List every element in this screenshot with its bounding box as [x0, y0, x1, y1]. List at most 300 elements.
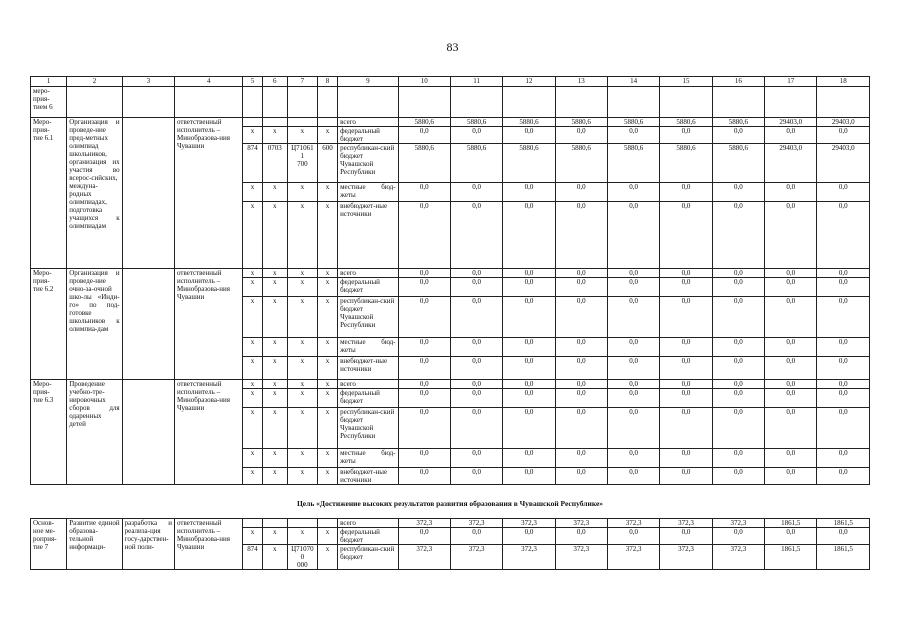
amount-cell: 0,0 — [817, 127, 870, 144]
amount-cell: 372,3 — [450, 545, 502, 570]
amount-cell: 0,0 — [555, 183, 607, 202]
code-vr: x — [317, 183, 337, 202]
code-vr: x — [317, 202, 337, 269]
column-header: 7 — [287, 77, 317, 87]
code-vr: x — [317, 468, 337, 485]
code-csr: x — [287, 297, 317, 338]
amount-cell: 0,0 — [555, 297, 607, 338]
code-gr: x — [243, 338, 262, 357]
code-vr: x — [317, 545, 337, 570]
code-rz: x — [262, 278, 287, 297]
measure-code: меро- прия- тием 6 — [31, 87, 67, 118]
amount-cell: 0,0 — [503, 468, 555, 485]
funding-source: федеральный бюджет — [338, 389, 398, 408]
amount-cell: 5880,6 — [503, 144, 555, 183]
amount-cell: 0,0 — [607, 380, 659, 389]
amount-cell: 0,0 — [555, 528, 607, 545]
code-rz: x — [262, 269, 287, 278]
amount-cell: 0,0 — [607, 202, 659, 269]
funding-source: внебюджет-ные источники — [338, 468, 398, 485]
column-header: 18 — [817, 77, 870, 87]
code-csr: x — [287, 449, 317, 468]
amount-cell: 372,3 — [712, 545, 764, 570]
amount-cell: 0,0 — [712, 127, 764, 144]
code-vr: 600 — [317, 144, 337, 183]
amount-cell: 0,0 — [555, 202, 607, 269]
amount-cell: 0,0 — [450, 202, 502, 269]
amount-cell: 0,0 — [660, 528, 712, 545]
amount-cell: 0,0 — [712, 338, 764, 357]
amount-cell: 0,0 — [660, 389, 712, 408]
amount-cell: 0,0 — [712, 408, 764, 449]
code-gr: x — [243, 278, 262, 297]
amount-cell: 29403,0 — [817, 144, 870, 183]
column-header: 15 — [660, 77, 712, 87]
amount-cell: 0,0 — [503, 449, 555, 468]
amount-cell: 5880,6 — [555, 144, 607, 183]
amount-cell: 0,0 — [712, 269, 764, 278]
column-header: 6 — [262, 77, 287, 87]
code-gr: x — [243, 127, 262, 144]
empty-cell — [287, 87, 317, 118]
code-rz: x — [262, 183, 287, 202]
code-rz: x — [262, 127, 287, 144]
code-rz: x — [262, 528, 287, 545]
amount-cell: 0,0 — [450, 357, 502, 380]
amount-cell: 0,0 — [503, 380, 555, 389]
column-header: 8 — [317, 77, 337, 87]
empty-cell — [765, 87, 817, 118]
table-row — [31, 519, 870, 528]
amount-cell: 0,0 — [607, 528, 659, 545]
amount-cell: 1861,5 — [817, 519, 870, 528]
code-rz: x — [262, 408, 287, 449]
funding-source: республикан-ский бюджет Чувашской Республики — [338, 144, 398, 183]
amount-cell: 0,0 — [660, 449, 712, 468]
funding-source: местные бюд-жеты — [338, 338, 398, 357]
measure-name: Организация и проведе-ние очно-за-очной шко-лы «Инди-го» по под-готовке школьников к олимпиа-дам — [67, 269, 122, 380]
code-csr — [287, 118, 317, 127]
column-header: 4 — [175, 77, 243, 87]
amount-cell: 372,3 — [450, 519, 502, 528]
code-vr: x — [317, 297, 337, 338]
measure-code: Меро- прия- тие 6.3 — [31, 380, 67, 485]
amount-cell: 0,0 — [817, 449, 870, 468]
empty-cell — [398, 87, 450, 118]
amount-cell: 0,0 — [712, 357, 764, 380]
amount-cell: 0,0 — [450, 528, 502, 545]
code-gr: x — [243, 408, 262, 449]
amount-cell: 0,0 — [817, 389, 870, 408]
amount-cell: 0,0 — [503, 357, 555, 380]
measure-name: Организация и проведе-ние пред-метных олимпиад школьников, организация их участия во всерос-сийских, междуна-родных олимпиадах, подготовка учащихся к олимпиадам — [67, 118, 122, 269]
amount-cell: 0,0 — [555, 357, 607, 380]
amount-cell: 0,0 — [765, 183, 817, 202]
code-csr — [287, 519, 317, 528]
amount-cell: 0,0 — [503, 528, 555, 545]
amount-cell: 0,0 — [450, 278, 502, 297]
amount-cell: 0,0 — [450, 380, 502, 389]
measure-col3 — [122, 118, 174, 269]
empty-cell — [817, 87, 870, 118]
amount-cell: 0,0 — [607, 297, 659, 338]
amount-cell: 0,0 — [398, 183, 450, 202]
amount-cell: 5880,6 — [398, 144, 450, 183]
amount-cell: 0,0 — [765, 389, 817, 408]
table-row — [31, 380, 870, 389]
amount-cell: 0,0 — [555, 127, 607, 144]
funding-source: местные бюд-жеты — [338, 183, 398, 202]
amount-cell: 372,3 — [607, 519, 659, 528]
column-header: 3 — [122, 77, 174, 87]
executor: ответственный исполнитель – Минобразова-ния Чувашии — [175, 380, 243, 485]
header-row — [31, 77, 870, 87]
code-rz: x — [262, 545, 287, 570]
amount-cell: 0,0 — [765, 338, 817, 357]
amount-cell: 0,0 — [555, 468, 607, 485]
amount-cell: 372,3 — [660, 545, 712, 570]
code-csr: x — [287, 183, 317, 202]
amount-cell: 29403,0 — [817, 118, 870, 127]
executor: ответственный исполнитель – Минобразова-ния Чувашии — [175, 519, 243, 570]
amount-cell: 0,0 — [712, 297, 764, 338]
code-vr: x — [317, 408, 337, 449]
funding-source: республикан-ский бюджет Чувашской Республики — [338, 297, 398, 338]
code-csr: x — [287, 389, 317, 408]
funding-source: федеральный бюджет — [338, 528, 398, 545]
amount-cell: 0,0 — [398, 278, 450, 297]
amount-cell: 0,0 — [503, 297, 555, 338]
measure-code: Основ-ное ме-роприя-тие 7 — [31, 519, 67, 570]
amount-cell: 0,0 — [607, 449, 659, 468]
amount-cell: 0,0 — [398, 297, 450, 338]
code-gr — [243, 519, 262, 528]
amount-cell: 0,0 — [765, 449, 817, 468]
funding-source: всего — [338, 519, 398, 528]
amount-cell: 29403,0 — [765, 144, 817, 183]
amount-cell: 5880,6 — [450, 118, 502, 127]
amount-cell: 5880,6 — [712, 118, 764, 127]
column-header: 17 — [765, 77, 817, 87]
amount-cell: 0,0 — [765, 278, 817, 297]
amount-cell: 0,0 — [712, 468, 764, 485]
amount-cell: 0,0 — [398, 127, 450, 144]
amount-cell: 0,0 — [817, 278, 870, 297]
funding-source: федеральный бюджет — [338, 127, 398, 144]
amount-cell: 0,0 — [817, 202, 870, 269]
amount-cell: 0,0 — [398, 408, 450, 449]
code-rz: x — [262, 202, 287, 269]
empty-cell — [607, 87, 659, 118]
amount-cell: 29403,0 — [765, 118, 817, 127]
code-vr: x — [317, 528, 337, 545]
amount-cell: 0,0 — [817, 297, 870, 338]
empty-cell — [243, 87, 262, 118]
amount-cell: 0,0 — [607, 338, 659, 357]
amount-cell: 0,0 — [450, 338, 502, 357]
column-header: 11 — [450, 77, 502, 87]
amount-cell: 0,0 — [398, 202, 450, 269]
code-rz — [262, 519, 287, 528]
amount-cell: 0,0 — [765, 380, 817, 389]
amount-cell: 0,0 — [503, 338, 555, 357]
amount-cell: 5880,6 — [450, 144, 502, 183]
code-vr: x — [317, 278, 337, 297]
code-rz: x — [262, 297, 287, 338]
funding-source: местные бюд-жеты — [338, 449, 398, 468]
amount-cell: 372,3 — [607, 545, 659, 570]
code-gr: x — [243, 468, 262, 485]
code-csr: x — [287, 278, 317, 297]
amount-cell: 0,0 — [660, 202, 712, 269]
amount-cell: 0,0 — [607, 127, 659, 144]
amount-cell: 0,0 — [555, 278, 607, 297]
measure-name: Проведение учебно-тре-нировочных сборов для одаренных детей — [67, 380, 122, 485]
amount-cell: 0,0 — [398, 269, 450, 278]
measure-col3 — [122, 269, 174, 380]
code-csr: x — [287, 468, 317, 485]
amount-cell: 0,0 — [765, 357, 817, 380]
continuation-row — [31, 87, 870, 118]
code-vr: x — [317, 380, 337, 389]
code-csr: x — [287, 269, 317, 278]
amount-cell: 0,0 — [450, 183, 502, 202]
code-gr: x — [243, 183, 262, 202]
code-vr: x — [317, 357, 337, 380]
amount-cell: 0,0 — [660, 278, 712, 297]
code-gr: x — [243, 357, 262, 380]
empty-cell — [503, 87, 555, 118]
amount-cell: 5880,6 — [555, 118, 607, 127]
amount-cell: 0,0 — [555, 389, 607, 408]
amount-cell: 0,0 — [398, 380, 450, 389]
amount-cell: 0,0 — [450, 389, 502, 408]
empty-cell — [67, 87, 122, 118]
amount-cell: 372,3 — [660, 519, 712, 528]
amount-cell: 5880,6 — [607, 144, 659, 183]
amount-cell: 0,0 — [817, 380, 870, 389]
amount-cell: 0,0 — [607, 357, 659, 380]
table-row — [31, 269, 870, 278]
amount-cell: 5880,6 — [503, 118, 555, 127]
amount-cell: 0,0 — [712, 528, 764, 545]
empty-cell — [450, 87, 502, 118]
column-header: 2 — [67, 77, 122, 87]
code-gr: x — [243, 380, 262, 389]
funding-source: внебюджет-ные источники — [338, 202, 398, 269]
amount-cell: 5880,6 — [660, 144, 712, 183]
code-rz: x — [262, 357, 287, 380]
code-csr: Ц710700 000 — [287, 545, 317, 570]
amount-cell: 0,0 — [398, 528, 450, 545]
amount-cell: 0,0 — [503, 127, 555, 144]
amount-cell: 0,0 — [765, 127, 817, 144]
amount-cell: 0,0 — [765, 269, 817, 278]
amount-cell: 0,0 — [712, 278, 764, 297]
funding-source: республикан-ский бюджет Чувашской Республики — [338, 408, 398, 449]
column-header: 9 — [338, 77, 398, 87]
code-vr: x — [317, 338, 337, 357]
amount-cell: 0,0 — [660, 468, 712, 485]
code-csr: x — [287, 528, 317, 545]
amount-cell: 0,0 — [607, 389, 659, 408]
funding-source: всего — [338, 269, 398, 278]
amount-cell: 0,0 — [817, 468, 870, 485]
code-vr: x — [317, 449, 337, 468]
amount-cell: 0,0 — [765, 468, 817, 485]
amount-cell: 0,0 — [555, 338, 607, 357]
amount-cell: 372,3 — [555, 519, 607, 528]
amount-cell: 0,0 — [607, 408, 659, 449]
amount-cell: 372,3 — [712, 519, 764, 528]
empty-cell — [262, 87, 287, 118]
amount-cell: 0,0 — [450, 269, 502, 278]
code-rz — [262, 118, 287, 127]
code-vr — [317, 118, 337, 127]
amount-cell: 0,0 — [607, 269, 659, 278]
amount-cell: 5880,6 — [607, 118, 659, 127]
amount-cell: 372,3 — [503, 519, 555, 528]
executor: ответственный исполнитель – Минобразова-ния Чувашии — [175, 118, 243, 269]
amount-cell: 372,3 — [503, 545, 555, 570]
amount-cell: 0,0 — [817, 338, 870, 357]
code-vr: x — [317, 127, 337, 144]
amount-cell: 0,0 — [607, 278, 659, 297]
amount-cell: 0,0 — [817, 269, 870, 278]
measure-col3 — [122, 380, 174, 485]
amount-cell: 0,0 — [450, 127, 502, 144]
amount-cell: 0,0 — [555, 380, 607, 389]
amount-cell: 0,0 — [660, 297, 712, 338]
column-header: 16 — [712, 77, 764, 87]
amount-cell: 0,0 — [712, 202, 764, 269]
amount-cell: 0,0 — [660, 127, 712, 144]
amount-cell: 0,0 — [712, 389, 764, 408]
amount-cell: 372,3 — [398, 545, 450, 570]
column-header: 12 — [503, 77, 555, 87]
amount-cell: 0,0 — [712, 380, 764, 389]
amount-cell: 0,0 — [660, 269, 712, 278]
code-rz: 0703 — [262, 144, 287, 183]
code-rz: x — [262, 389, 287, 408]
funding-source: внебюджет-ные источники — [338, 357, 398, 380]
code-gr: x — [243, 449, 262, 468]
amount-cell: 0,0 — [817, 408, 870, 449]
empty-cell — [712, 87, 764, 118]
amount-cell: 5880,6 — [660, 118, 712, 127]
budget-table — [30, 76, 870, 485]
amount-cell: 0,0 — [607, 468, 659, 485]
code-gr: x — [243, 202, 262, 269]
amount-cell: 1861,5 — [817, 545, 870, 570]
code-gr: x — [243, 528, 262, 545]
code-csr: x — [287, 408, 317, 449]
amount-cell: 0,0 — [503, 278, 555, 297]
empty-cell — [122, 87, 174, 118]
measure-col3: разработка и реализа-ция госу-дарствен-ной поли- — [122, 519, 174, 570]
table-row — [31, 118, 870, 127]
amount-cell: 0,0 — [765, 202, 817, 269]
measure-code: Меро- прия- тие 6.2 — [31, 269, 67, 380]
amount-cell: 0,0 — [660, 183, 712, 202]
column-header: 13 — [555, 77, 607, 87]
amount-cell: 0,0 — [817, 183, 870, 202]
code-csr: Ц710611 700 — [287, 144, 317, 183]
measure-code: Меро- прия- тие 6.1 — [31, 118, 67, 269]
amount-cell: 0,0 — [503, 202, 555, 269]
amount-cell: 0,0 — [765, 297, 817, 338]
amount-cell: 1861,5 — [765, 519, 817, 528]
amount-cell: 0,0 — [817, 357, 870, 380]
amount-cell: 0,0 — [555, 269, 607, 278]
code-gr: x — [243, 269, 262, 278]
empty-cell — [660, 87, 712, 118]
amount-cell: 0,0 — [660, 357, 712, 380]
column-header: 10 — [398, 77, 450, 87]
empty-cell — [338, 87, 398, 118]
amount-cell: 5880,6 — [398, 118, 450, 127]
executor: ответственный исполнитель – Минобразова-ния Чувашии — [175, 269, 243, 380]
amount-cell: 1861,5 — [765, 545, 817, 570]
amount-cell: 0,0 — [450, 468, 502, 485]
column-header: 14 — [607, 77, 659, 87]
empty-cell — [555, 87, 607, 118]
amount-cell: 0,0 — [398, 389, 450, 408]
funding-source: федеральный бюджет — [338, 278, 398, 297]
code-gr: 874 — [243, 144, 262, 183]
code-rz: x — [262, 468, 287, 485]
amount-cell: 0,0 — [503, 408, 555, 449]
amount-cell: 0,0 — [660, 338, 712, 357]
code-gr: x — [243, 297, 262, 338]
amount-cell: 0,0 — [503, 389, 555, 408]
code-rz: x — [262, 380, 287, 389]
empty-cell — [175, 87, 243, 118]
code-rz: x — [262, 338, 287, 357]
column-header: 5 — [243, 77, 262, 87]
amount-cell: 0,0 — [398, 468, 450, 485]
amount-cell: 0,0 — [398, 449, 450, 468]
measure-name: Развитие единой образова-тельной информаци- — [67, 519, 122, 570]
amount-cell: 0,0 — [398, 338, 450, 357]
amount-cell: 5880,6 — [712, 144, 764, 183]
amount-cell: 0,0 — [450, 449, 502, 468]
amount-cell: 0,0 — [555, 408, 607, 449]
code-csr: x — [287, 357, 317, 380]
amount-cell: 0,0 — [712, 449, 764, 468]
amount-cell: 372,3 — [398, 519, 450, 528]
amount-cell: 0,0 — [817, 528, 870, 545]
amount-cell: 0,0 — [712, 183, 764, 202]
amount-cell: 0,0 — [765, 408, 817, 449]
funding-source: республикан-ский бюджет — [338, 545, 398, 570]
code-csr: x — [287, 380, 317, 389]
amount-cell: 0,0 — [607, 183, 659, 202]
code-csr: x — [287, 338, 317, 357]
code-vr — [317, 519, 337, 528]
amount-cell: 0,0 — [660, 380, 712, 389]
empty-cell — [317, 87, 337, 118]
column-header: 1 — [31, 77, 67, 87]
amount-cell: 0,0 — [450, 297, 502, 338]
amount-cell: 0,0 — [765, 528, 817, 545]
amount-cell: 0,0 — [660, 408, 712, 449]
code-csr: x — [287, 202, 317, 269]
funding-source: всего — [338, 380, 398, 389]
amount-cell: 0,0 — [503, 269, 555, 278]
code-vr: x — [317, 269, 337, 278]
amount-cell: 0,0 — [398, 357, 450, 380]
